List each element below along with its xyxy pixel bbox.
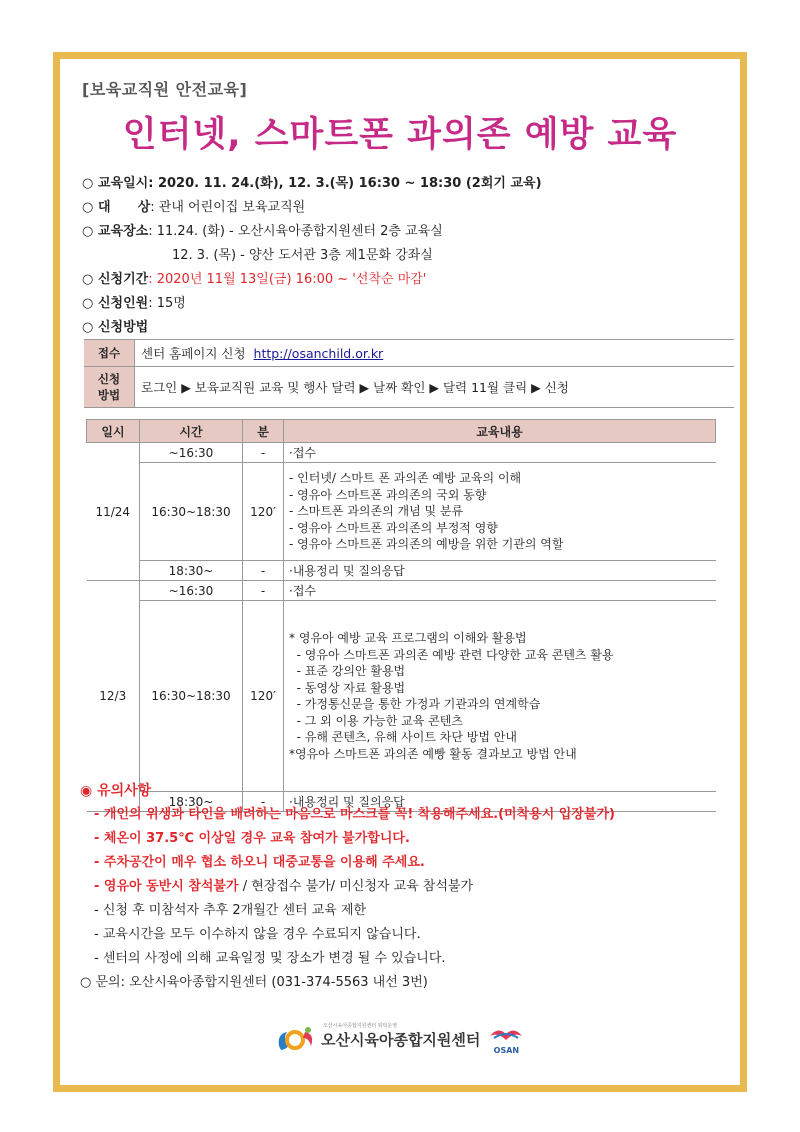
info-place-2: 12. 3. (목) - 양산 도서관 3층 제1문화 강좌실 [172, 248, 433, 263]
day-123: 12/3 [87, 581, 140, 812]
center-logo-icon [275, 1024, 317, 1054]
apply-head-method: 신청 방법 [84, 367, 135, 408]
info-period: ○ 신청기간: 2020년 11월 13일(금) 16:00 ~ '선착순 마감' [82, 272, 427, 287]
osan-logo-icon: OSAN [488, 1024, 524, 1054]
col-time: 시간 [140, 420, 243, 443]
schedule-table: 일시 시간 분 교육내용 11/24 ~16:30 - ·접수 16:30~18:30 120′ - 인터넷/ 스마트 폰 과의존 예방 교육의 이해 - 영유아 스마트폰 과의존의 국외 동향 - 스마트폰 과의존의 개념 및 분류 - 영유아 스마트폰 과의존의 부정적 영향 - 영유아 스마트폰 과의존의 예방을 위한 기관의 역할 18:30~ - ·내용정리 및 질의응답 12/3 ~16:30 - ·접수 16:30~18:30 120′ * 영유아 예방 교육 프로그램의 이해와 활용법 - 영유아 스마트폰 과의존 예방 관련 다양한 교육 콘텐츠 활용 - 표준 강의안 활용법 - 동영상 자료 활용법 - 가정통신문을 통한 가정과 기관과의 연계학습 - 그 외 이용 가능한 교육 콘텐츠 - 유해 콘텐츠, 유해 사이트 차단 방법 안내 *영유아 스마트폰 과의존 예빵 활동 결과보고 방법 안내 18:30~ - ·내용정리 및 질의응답 [86, 419, 716, 812]
contact: ○ 문의: 오산시육아종합지원센터 (031-374-5563 내선 3번) [80, 975, 428, 990]
apply-table: 접수 센터 홈페이지 신청 http://osanchild.or.kr 신청 방법 로그인 ▶ 보육교직원 교육 및 행사 달력 ▶ 날짜 확인 ▶ 달력 11월 클릭 ▶ 신청 [84, 339, 734, 408]
notes-heading: ◉ 유의사항 [80, 783, 152, 799]
info-target: ○ 대 상: 관내 어린이집 보육교직원 [82, 200, 306, 215]
info-people: ○ 신청인원: 15명 [82, 296, 186, 311]
homepage-link[interactable]: http://osanchild.or.kr [253, 346, 384, 361]
apply-method-text: 로그인 ▶ 보육교직원 교육 및 행사 달력 ▶ 날짜 확인 ▶ 달력 11월 클릭 ▶ 신청 [135, 367, 735, 408]
info-date: ○ 교육일시: 2020. 11. 24.(화), 12. 3.(목) 16:30 ~ 18:30 (2회기 교육) [82, 176, 542, 191]
org-name: 오산시육아종합지원센터 [321, 1030, 481, 1049]
apply-head-receipt: 접수 [84, 340, 135, 367]
info-place: ○ 교육장소: 11.24. (화) - 오산시육아종합지원센터 2층 교육실 [82, 224, 443, 239]
footer-logo: 오산시육아종합지원센터 위탁운영 오산시육아종합지원센터 OSAN [275, 1024, 524, 1054]
col-min: 분 [243, 420, 284, 443]
content-list-1: - 인터넷/ 스마트 폰 과의존 예방 교육의 이해 - 영유아 스마트폰 과의존의 국외 동향 - 스마트폰 과의존의 개념 및 분류 - 영유아 스마트폰 과의존의 부정적 영향 - 영유아 스마트폰 과의존의 예방을 위한 기관의 역할 [284, 463, 716, 561]
col-content: 교육내용 [284, 420, 716, 443]
page-title: 인터넷, 스마트폰 과의존 예방 교육 [122, 115, 678, 155]
col-date: 일시 [87, 420, 140, 443]
subtitle: [보육교직원 안전교육] [82, 80, 248, 99]
content-list-2: * 영유아 예방 교육 프로그램의 이해와 활용법 - 영유아 스마트폰 과의존 예방 관련 다양한 교육 콘텐츠 활용 - 표준 강의안 활용법 - 동영상 자료 활용법 - 가정통신문을 통한 가정과 기관과의 연계학습 - 그 외 이용 가능한 교육 콘텐츠 - 유해 콘텐츠, 유해 사이트 차단 방법 안내 *영유아 스마트폰 과의존 예빵 활동 결과보고 방법 안내 [284, 601, 716, 792]
poster-frame [53, 52, 747, 1092]
notes-section: ◉ 유의사항 - 개인의 위생과 타인을 배려하는 마음으로 마스크를 꼭! 착용해주세요.(미착용시 입장불가) - 체온이 37.5℃ 이상일 경우 교육 참여가 불가합니다. - 주차공간이 매우 협소 하오니 대중교통을 이용해 주세요. - 영유아 동반시 참석불가 / 현장접수 불가/ 미신청자 교육 참석불가 - 신청 후 미참석자 추후 2개월간 센터 교육 제한 - 교육시간을 모두 이수하지 않을 경우 수료되지 않습니다. - 센터의 사정에 의해 교육일정 및 장소가 변경 될 수 있습니다. ○ 문의: 오산시육아종합지원센터 (031-374-5563 내선 3번) [80, 779, 615, 995]
day-1124: 11/24 [87, 443, 140, 581]
info-method: ○ 신청방법 [82, 320, 149, 335]
